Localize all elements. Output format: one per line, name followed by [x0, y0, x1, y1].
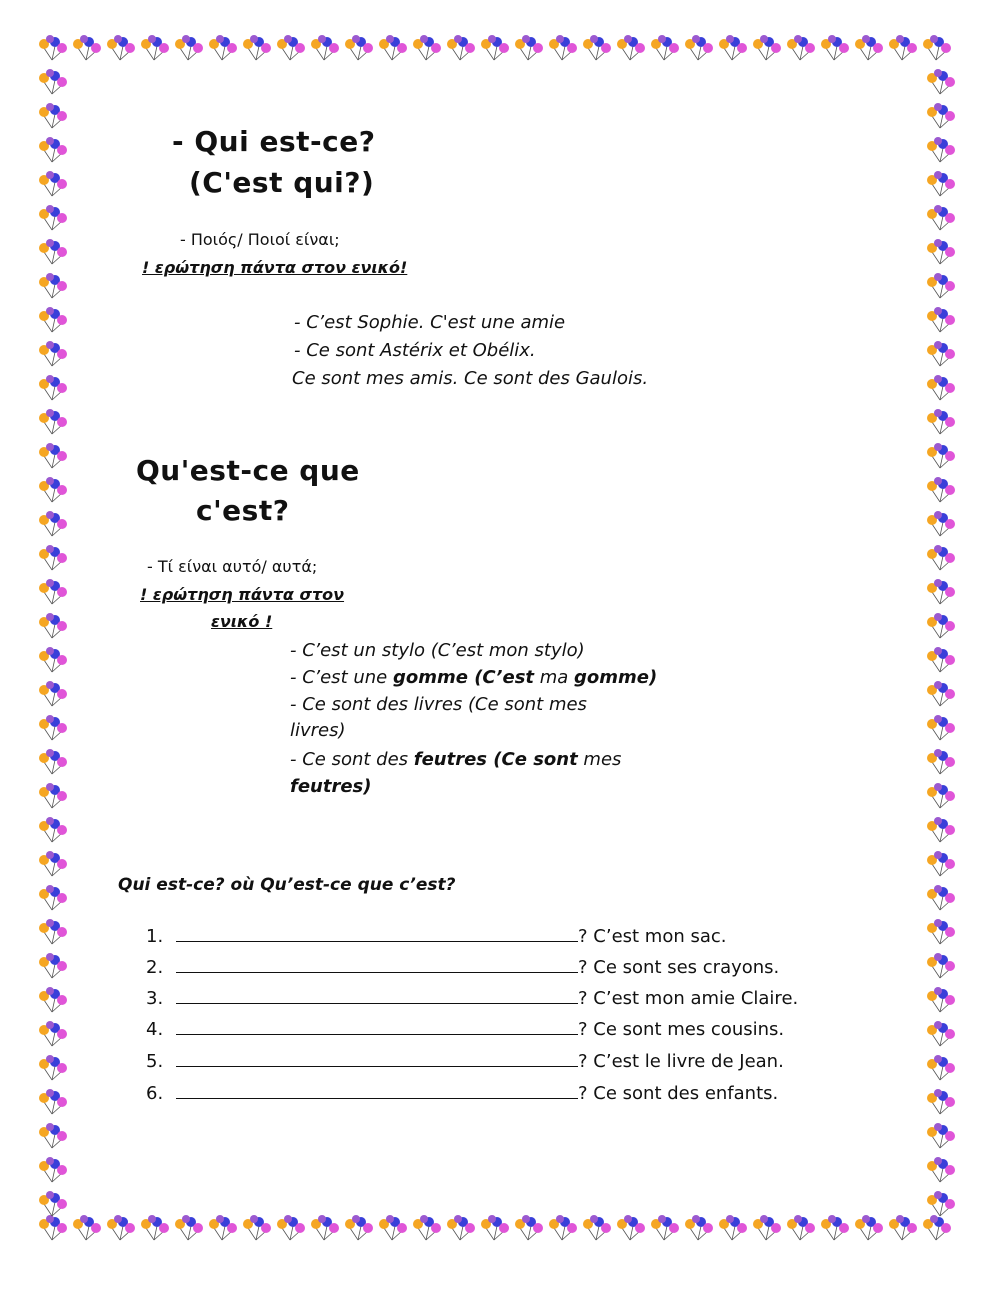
balloon-bunch-icon	[583, 1215, 611, 1240]
balloon-bunch-icon	[651, 1215, 679, 1240]
example-bold: feutres (Ce sont	[413, 749, 578, 770]
answer-blank[interactable]	[176, 923, 578, 942]
balloon-bunch-icon	[651, 35, 679, 60]
balloon-bunch-icon	[685, 1215, 713, 1240]
balloon-bunch-icon	[685, 35, 713, 60]
balloon-bunch-icon	[821, 35, 849, 60]
example-line	[290, 667, 657, 688]
example-text: ma	[534, 667, 575, 688]
balloon-bunch-icon	[39, 1157, 67, 1182]
balloon-bunch-icon	[39, 1055, 67, 1080]
item-answer: ? C’est le livre de Jean.	[578, 1051, 784, 1072]
balloon-bunch-icon	[39, 273, 67, 298]
balloon-bunch-icon	[39, 953, 67, 978]
item-answer: ? Ce sont ses crayons.	[578, 957, 780, 978]
singular-question-note-line2: ενικό !	[211, 612, 273, 631]
balloon-bunch-icon	[345, 35, 373, 60]
balloon-bunch-icon	[927, 511, 955, 536]
greek-translation-what: - Τί είναι αυτό/ αυτά;	[147, 557, 318, 576]
balloon-bunch-icon	[927, 409, 955, 434]
item-answer: ? C’est mon amie Claire.	[578, 988, 799, 1009]
balloon-bunch-icon	[413, 35, 441, 60]
cest-qui-subtitle: (C'est qui?)	[189, 166, 375, 199]
balloon-bunch-icon	[107, 1215, 135, 1240]
singular-question-note: ! ερώτηση πάντα στον ενικό!	[142, 258, 408, 277]
balloon-bunch-icon	[447, 35, 475, 60]
balloon-bunch-icon	[243, 35, 271, 60]
answer-blank[interactable]	[176, 1048, 578, 1067]
balloon-bunch-icon	[39, 69, 67, 94]
example-line: - Ce sont Astérix et Obélix.	[294, 340, 536, 361]
balloon-bunch-icon	[141, 1215, 169, 1240]
balloon-bunch-icon	[39, 817, 67, 842]
item-answer: ? C’est mon sac.	[578, 926, 727, 947]
balloon-bunch-icon	[927, 273, 955, 298]
balloon-bunch-icon	[413, 1215, 441, 1240]
balloon-bunch-icon	[617, 35, 645, 60]
balloon-bunch-icon	[39, 783, 67, 808]
balloon-bunch-icon	[927, 953, 955, 978]
balloon-bunch-icon	[515, 1215, 543, 1240]
balloon-bunch-icon	[787, 35, 815, 60]
balloon-bunch-icon	[39, 1123, 67, 1148]
example-line: - C’est un stylo (C’est mon stylo)	[290, 640, 585, 661]
balloon-bunch-icon	[277, 35, 305, 60]
balloon-bunch-icon	[927, 681, 955, 706]
answer-blank[interactable]	[176, 1080, 578, 1099]
balloon-bunch-icon	[39, 1191, 67, 1216]
balloon-bunch-icon	[379, 1215, 407, 1240]
balloon-bunch-icon	[39, 681, 67, 706]
answer-blank[interactable]	[176, 954, 578, 973]
balloon-bunch-icon	[549, 1215, 577, 1240]
balloon-bunch-icon	[927, 205, 955, 230]
item-number: 3.	[146, 988, 164, 1009]
item-number: 1.	[146, 926, 164, 947]
example-line: Ce sont mes amis. Ce sont des Gaulois.	[292, 368, 649, 389]
balloon-bunch-icon	[927, 579, 955, 604]
balloon-bunch-icon	[209, 1215, 237, 1240]
balloon-bunch-icon	[39, 579, 67, 604]
exercise-item	[146, 1016, 784, 1040]
balloon-bunch-icon	[927, 171, 955, 196]
balloon-bunch-icon	[73, 35, 101, 60]
qui-est-ce-title: - Qui est-ce?	[172, 125, 376, 158]
balloon-bunch-icon	[39, 409, 67, 434]
item-answer: ? Ce sont des enfants.	[578, 1083, 779, 1104]
balloon-bunch-icon	[927, 749, 955, 774]
balloon-bunch-icon	[927, 987, 955, 1012]
balloon-bunch-icon	[39, 511, 67, 536]
balloon-bunch-icon	[927, 1191, 955, 1216]
balloon-bunch-icon	[753, 35, 781, 60]
balloon-bunch-icon	[927, 1055, 955, 1080]
balloon-bunch-icon	[927, 885, 955, 910]
balloon-bunch-icon	[39, 919, 67, 944]
balloon-bunch-icon	[39, 307, 67, 332]
example-line	[290, 776, 371, 797]
balloon-bunch-icon	[39, 171, 67, 196]
balloon-bunch-icon	[927, 443, 955, 468]
balloon-bunch-icon	[583, 35, 611, 60]
balloon-bunch-icon	[73, 1215, 101, 1240]
balloon-bunch-icon	[927, 69, 955, 94]
balloon-bunch-icon	[787, 1215, 815, 1240]
balloon-bunch-icon	[107, 35, 135, 60]
item-number: 5.	[146, 1051, 164, 1072]
balloon-bunch-icon	[39, 885, 67, 910]
balloon-bunch-icon	[617, 1215, 645, 1240]
balloon-bunch-icon	[39, 239, 67, 264]
balloon-bunch-icon	[855, 35, 883, 60]
example-line	[290, 749, 621, 770]
balloon-bunch-icon	[753, 1215, 781, 1240]
balloon-bunch-icon	[39, 205, 67, 230]
example-line: - C’est Sophie. C'est une amie	[294, 312, 566, 333]
answer-blank[interactable]	[176, 1016, 578, 1035]
example-bold: feutres)	[290, 776, 372, 797]
balloon-bunch-icon	[39, 1089, 67, 1114]
balloon-bunch-icon	[923, 35, 951, 60]
exercise-item	[146, 954, 779, 978]
balloon-bunch-icon	[141, 35, 169, 60]
balloon-bunch-icon	[39, 987, 67, 1012]
example-bold: gomme)	[574, 667, 658, 688]
balloon-bunch-icon	[311, 35, 339, 60]
exercise-instruction: Qui est-ce? où Qu’est-ce que c’est?	[118, 875, 456, 895]
balloon-bunch-icon	[481, 1215, 509, 1240]
balloon-bunch-icon	[927, 307, 955, 332]
quest-ce-que-title: Qu'est-ce que	[136, 454, 360, 487]
balloon-bunch-icon	[39, 137, 67, 162]
balloon-bunch-icon	[927, 477, 955, 502]
balloon-bunch-icon	[927, 817, 955, 842]
balloon-bunch-icon	[39, 1021, 67, 1046]
balloon-bunch-icon	[719, 35, 747, 60]
balloon-bunch-icon	[379, 35, 407, 60]
exercise-item	[146, 1048, 784, 1072]
exercise-item	[146, 923, 727, 947]
example-text: - C’est une	[290, 667, 393, 688]
balloon-bunch-icon	[515, 35, 543, 60]
balloon-bunch-icon	[927, 375, 955, 400]
balloon-bunch-icon	[927, 851, 955, 876]
balloon-bunch-icon	[39, 1215, 67, 1240]
balloon-bunch-icon	[175, 1215, 203, 1240]
balloon-bunch-icon	[39, 749, 67, 774]
balloon-bunch-icon	[821, 1215, 849, 1240]
balloon-bunch-icon	[311, 1215, 339, 1240]
balloon-bunch-icon	[927, 239, 955, 264]
balloon-bunch-icon	[927, 1157, 955, 1182]
balloon-bunch-icon	[549, 35, 577, 60]
example-text: mes	[577, 749, 622, 770]
balloon-bunch-icon	[39, 103, 67, 128]
balloon-bunch-icon	[927, 1089, 955, 1114]
balloon-bunch-icon	[39, 851, 67, 876]
exercise-item	[146, 985, 798, 1009]
balloon-bunch-icon	[243, 1215, 271, 1240]
example-line: livres)	[290, 720, 346, 741]
balloon-bunch-icon	[39, 35, 67, 60]
balloon-bunch-icon	[209, 35, 237, 60]
balloon-bunch-icon	[175, 35, 203, 60]
item-answer: ? Ce sont mes cousins.	[578, 1019, 785, 1040]
balloon-bunch-icon	[39, 341, 67, 366]
balloon-bunch-icon	[927, 341, 955, 366]
balloon-bunch-icon	[927, 783, 955, 808]
balloon-bunch-icon	[39, 715, 67, 740]
singular-question-note-line1: ! ερώτηση πάντα στον	[140, 585, 345, 604]
balloon-bunch-icon	[927, 137, 955, 162]
answer-blank[interactable]	[176, 985, 578, 1004]
example-text: - Ce sont des	[290, 749, 414, 770]
balloon-bunch-icon	[889, 35, 917, 60]
example-line: - Ce sont des livres (Ce sont mes	[290, 694, 587, 715]
balloon-bunch-icon	[927, 919, 955, 944]
balloon-bunch-icon	[927, 613, 955, 638]
balloon-bunch-icon	[923, 1215, 951, 1240]
balloon-bunch-icon	[39, 477, 67, 502]
balloon-bunch-icon	[927, 545, 955, 570]
cest-subtitle: c'est?	[196, 494, 290, 527]
balloon-bunch-icon	[39, 375, 67, 400]
balloon-bunch-icon	[719, 1215, 747, 1240]
balloon-bunch-icon	[855, 1215, 883, 1240]
item-number: 2.	[146, 957, 164, 978]
balloon-bunch-icon	[39, 443, 67, 468]
greek-translation-who: - Ποιός/ Ποιοί είναι;	[180, 230, 340, 249]
balloon-bunch-icon	[39, 545, 67, 570]
balloon-bunch-icon	[889, 1215, 917, 1240]
balloon-bunch-icon	[927, 647, 955, 672]
item-number: 4.	[146, 1019, 164, 1040]
exercise-item	[146, 1080, 778, 1104]
balloon-bunch-icon	[927, 1123, 955, 1148]
item-number: 6.	[146, 1083, 164, 1104]
example-bold: gomme (C’est	[392, 667, 535, 688]
balloon-bunch-icon	[39, 613, 67, 638]
balloon-bunch-icon	[345, 1215, 373, 1240]
balloon-bunch-icon	[481, 35, 509, 60]
balloon-bunch-icon	[927, 103, 955, 128]
balloon-bunch-icon	[927, 1021, 955, 1046]
balloon-bunch-icon	[447, 1215, 475, 1240]
balloon-bunch-icon	[277, 1215, 305, 1240]
balloon-bunch-icon	[927, 715, 955, 740]
balloon-bunch-icon	[39, 647, 67, 672]
